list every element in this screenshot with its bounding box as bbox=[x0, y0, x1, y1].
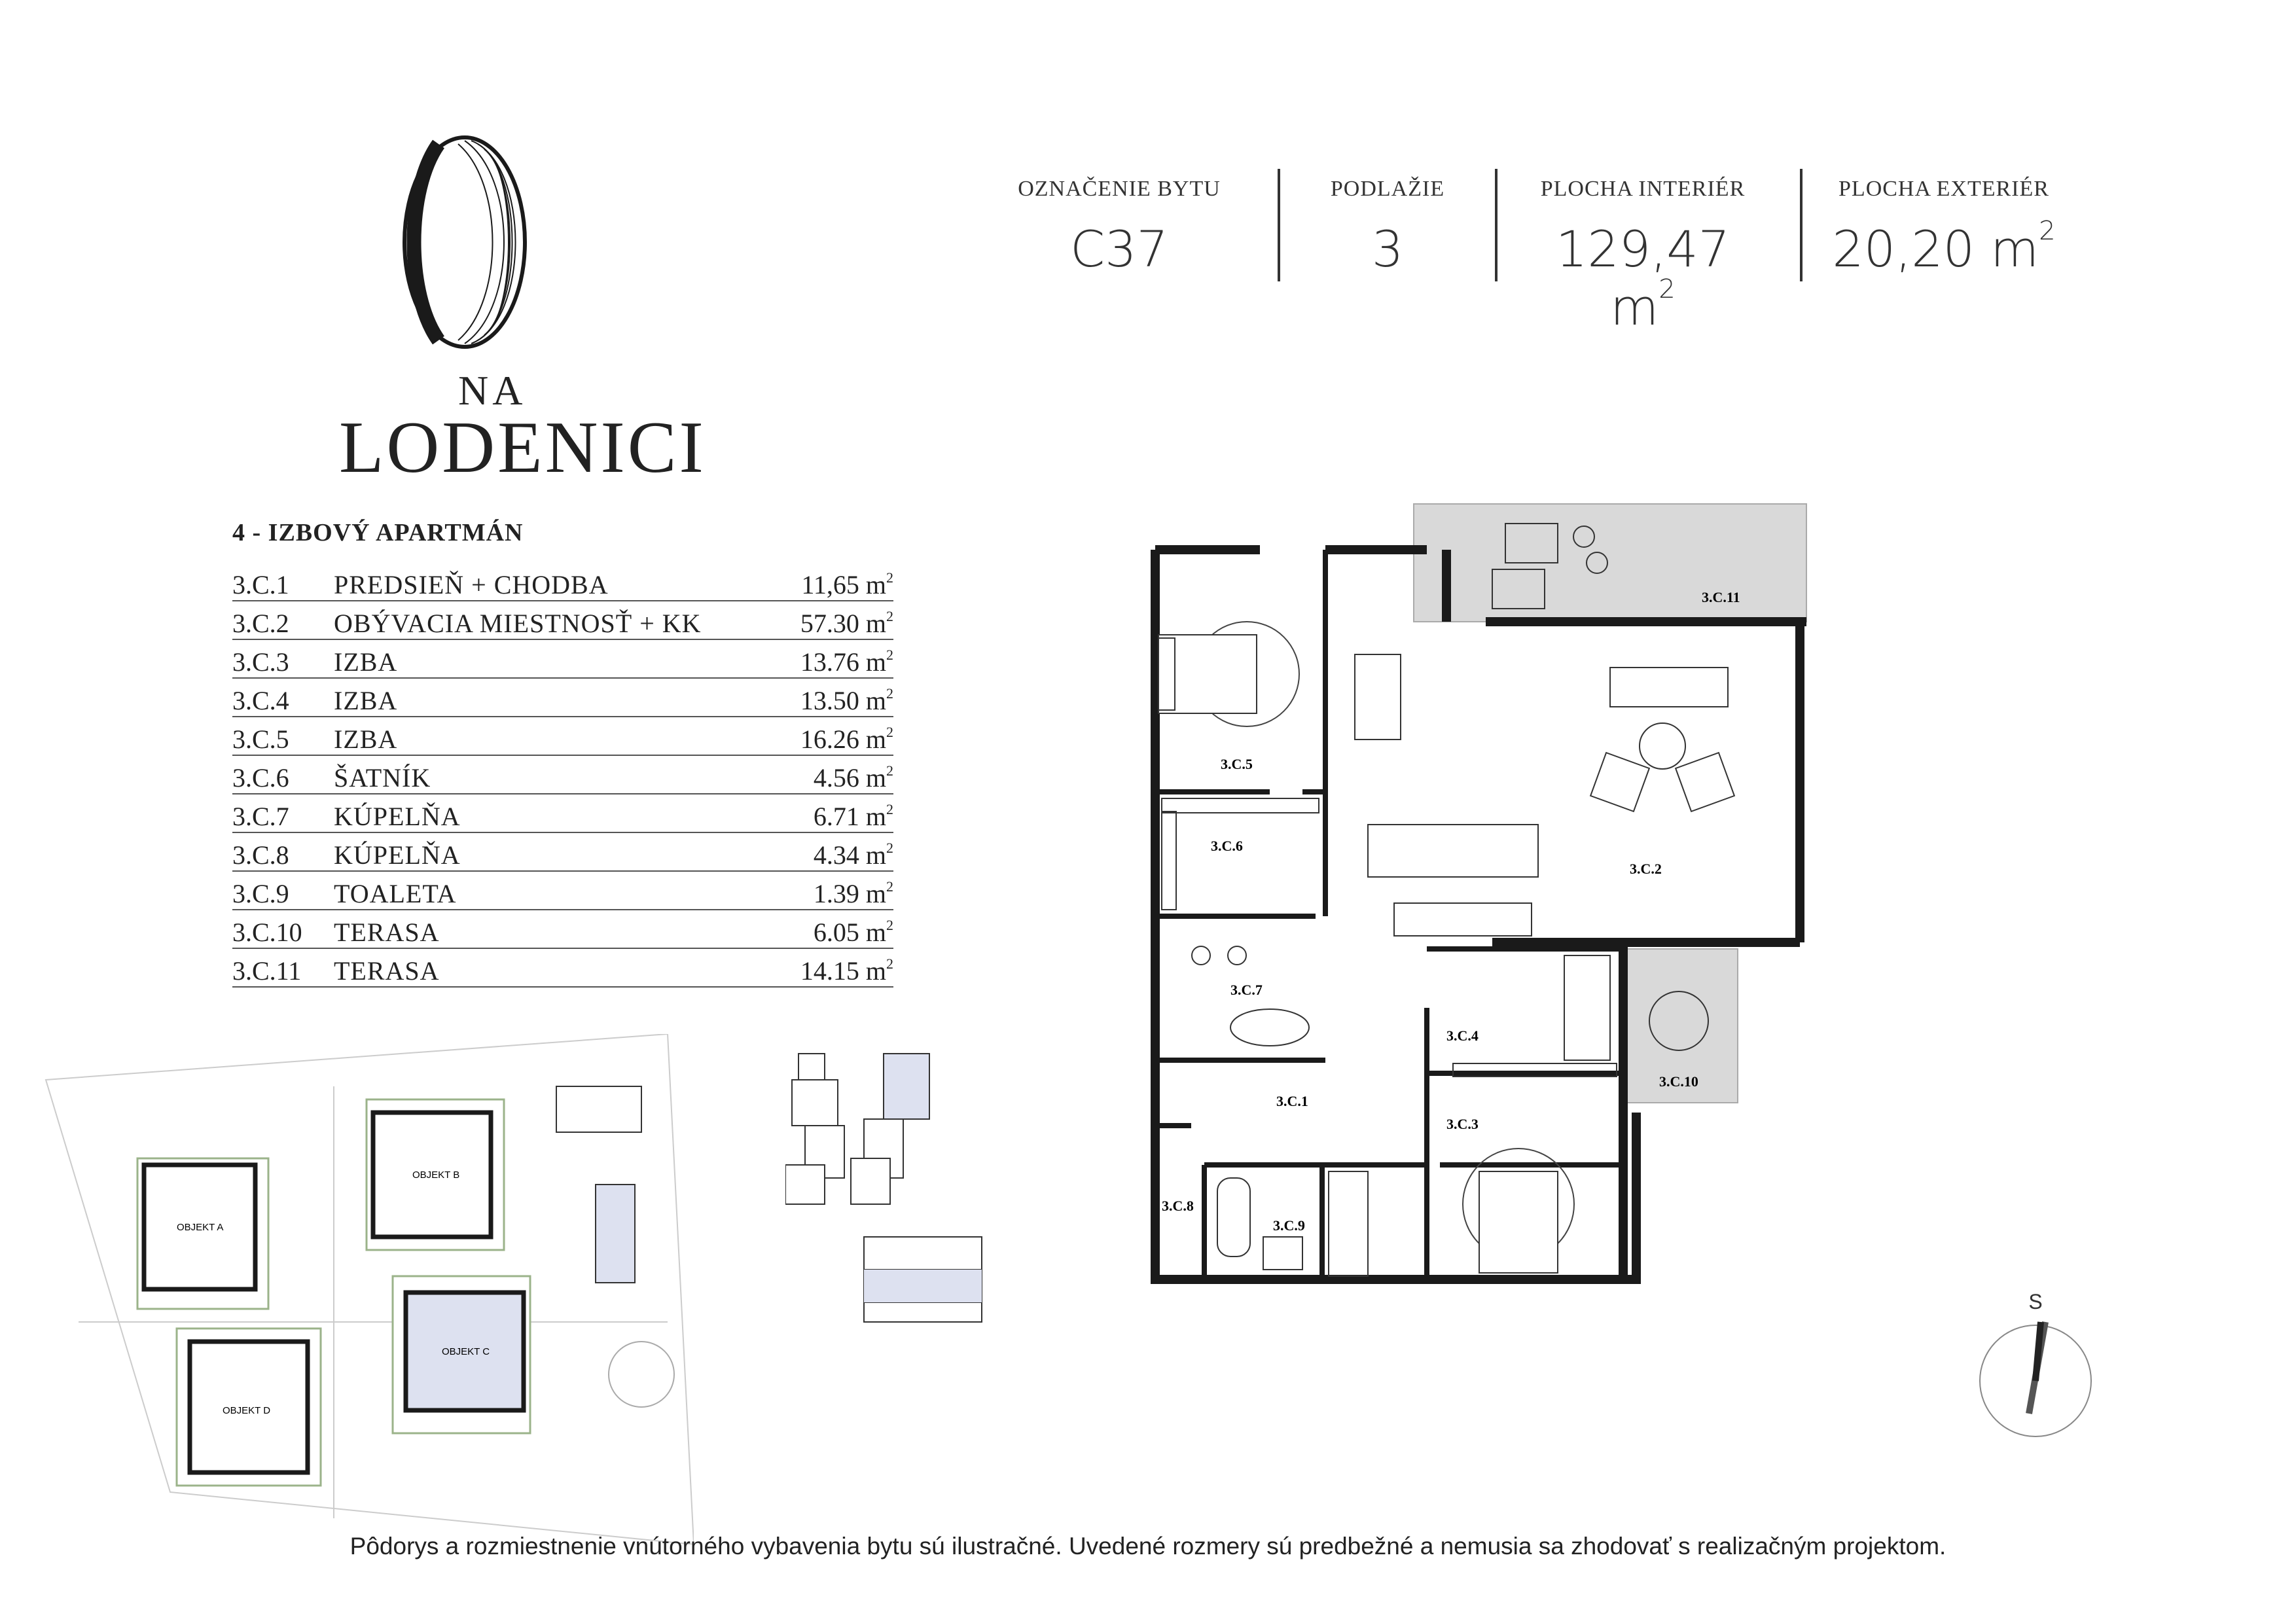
room-label-5: 3.C.5 bbox=[1221, 756, 1253, 772]
room-code: 3.C.8 bbox=[232, 840, 289, 870]
room-code: 3.C.6 bbox=[232, 763, 289, 793]
room-area: 4.56 $m^2$ bbox=[813, 762, 893, 793]
table-row bbox=[232, 794, 893, 833]
table-row bbox=[232, 949, 893, 988]
site-label-b: OBJEKT B bbox=[412, 1169, 460, 1181]
room-name: IZBA bbox=[334, 686, 398, 715]
room-label-3: 3.C.3 bbox=[1446, 1116, 1479, 1132]
stat-value: 20,20 $m^2$ bbox=[1832, 216, 2056, 278]
stat-value: C37 bbox=[1070, 220, 1168, 278]
room-area: 57.30 $m^2$ bbox=[800, 608, 893, 638]
room-table bbox=[232, 563, 893, 988]
floor-plan bbox=[1139, 497, 1859, 1296]
table-row bbox=[232, 833, 893, 872]
stat-value: 3 bbox=[1371, 220, 1404, 278]
stat-label: OZNAČENIE BYTU bbox=[1018, 177, 1221, 201]
table-row bbox=[232, 872, 893, 910]
table-row bbox=[232, 563, 893, 601]
stat-value: 129,47 $m^2$ bbox=[1556, 220, 1730, 336]
room-area: 16.26 $m^2$ bbox=[800, 724, 893, 754]
site-label-a: OBJEKT A bbox=[177, 1222, 224, 1233]
table-row bbox=[232, 756, 893, 794]
room-code: 3.C.7 bbox=[232, 802, 289, 831]
room-name: IZBA bbox=[334, 724, 398, 754]
site-plan bbox=[39, 1034, 694, 1544]
room-label-10: 3.C.10 bbox=[1659, 1073, 1698, 1090]
stat-label: PLOCHA INTERIÉR bbox=[1540, 177, 1746, 201]
room-label-4: 3.C.4 bbox=[1446, 1027, 1479, 1044]
table-row bbox=[232, 679, 893, 717]
room-code: 3.C.5 bbox=[232, 724, 289, 754]
room-label-7: 3.C.7 bbox=[1230, 982, 1263, 998]
room-name: ŠATNÍK bbox=[334, 763, 431, 793]
brand-name-line1: NA bbox=[458, 367, 527, 414]
stat-unit-id bbox=[1008, 177, 1230, 278]
room-label-8: 3.C.8 bbox=[1162, 1198, 1194, 1214]
room-name: PREDSIEŇ + CHODBA bbox=[334, 570, 609, 599]
stat-exterior-area bbox=[1820, 177, 2068, 278]
site-label-c: OBJEKT C bbox=[442, 1346, 490, 1357]
room-label-6: 3.C.6 bbox=[1211, 838, 1243, 854]
divider bbox=[1800, 169, 1803, 281]
room-name: OBÝVACIA MIESTNOSŤ + KK bbox=[334, 609, 702, 638]
room-label-9: 3.C.9 bbox=[1273, 1217, 1305, 1234]
room-area: 4.34 $m^2$ bbox=[813, 840, 893, 870]
room-code: 3.C.10 bbox=[232, 918, 302, 947]
room-area: 6.05 $m^2$ bbox=[813, 917, 893, 947]
room-code: 3.C.9 bbox=[232, 879, 289, 908]
site-label-d: OBJEKT D bbox=[223, 1405, 271, 1416]
room-area: 13.76 $m^2$ bbox=[800, 647, 893, 677]
room-area: 14.15 $m^2$ bbox=[800, 955, 893, 986]
room-area: 1.39 $m^2$ bbox=[813, 878, 893, 908]
stat-interior-area bbox=[1518, 177, 1767, 336]
table-title: 4 - IZBOVÝ APARTMÁN bbox=[232, 519, 524, 546]
room-name: TOALETA bbox=[334, 879, 457, 908]
compass bbox=[1964, 1283, 2108, 1440]
building-location-map bbox=[785, 1041, 1008, 1355]
room-label-1: 3.C.1 bbox=[1276, 1093, 1308, 1109]
stat-floor bbox=[1302, 177, 1473, 278]
brand-name-line2: LODENICI bbox=[339, 407, 706, 488]
room-code: 3.C.4 bbox=[232, 686, 289, 715]
room-name: KÚPELŇA bbox=[334, 802, 461, 831]
room-code: 3.C.2 bbox=[232, 609, 289, 638]
table-row bbox=[232, 601, 893, 640]
room-code: 3.C.3 bbox=[232, 647, 289, 677]
brand-logo-mark bbox=[367, 124, 576, 360]
room-label-11: 3.C.11 bbox=[1702, 589, 1740, 605]
disclaimer-text: Pôdorys a rozmiestnenie vnútorného vybavenia bytu sú ilustračné. Uvedené rozmery sú predbežné a nemusia sa zhodovať s realizačným projektom. bbox=[350, 1533, 1946, 1560]
room-name: IZBA bbox=[334, 647, 398, 677]
room-name: TERASA bbox=[334, 918, 440, 947]
room-code: 3.C.11 bbox=[232, 956, 302, 986]
room-area: 11,65 $m^2$ bbox=[801, 569, 893, 599]
room-name: TERASA bbox=[334, 956, 440, 986]
stat-label: PODLAŽIE bbox=[1330, 177, 1445, 201]
room-area: 6.71 $m^2$ bbox=[813, 801, 893, 831]
room-code: 3.C.1 bbox=[232, 570, 289, 599]
stat-label: PLOCHA EXTERIÉR bbox=[1839, 177, 2049, 201]
compass-south-label: S bbox=[2028, 1290, 2043, 1313]
room-label-2: 3.C.2 bbox=[1630, 861, 1662, 877]
table-row bbox=[232, 910, 893, 949]
table-row bbox=[232, 717, 893, 756]
divider bbox=[1495, 169, 1498, 281]
room-area: 13.50 $m^2$ bbox=[800, 685, 893, 715]
room-name: KÚPELŇA bbox=[334, 840, 461, 870]
table-row bbox=[232, 640, 893, 679]
terrace-11 bbox=[1414, 504, 1806, 622]
divider bbox=[1278, 169, 1280, 281]
